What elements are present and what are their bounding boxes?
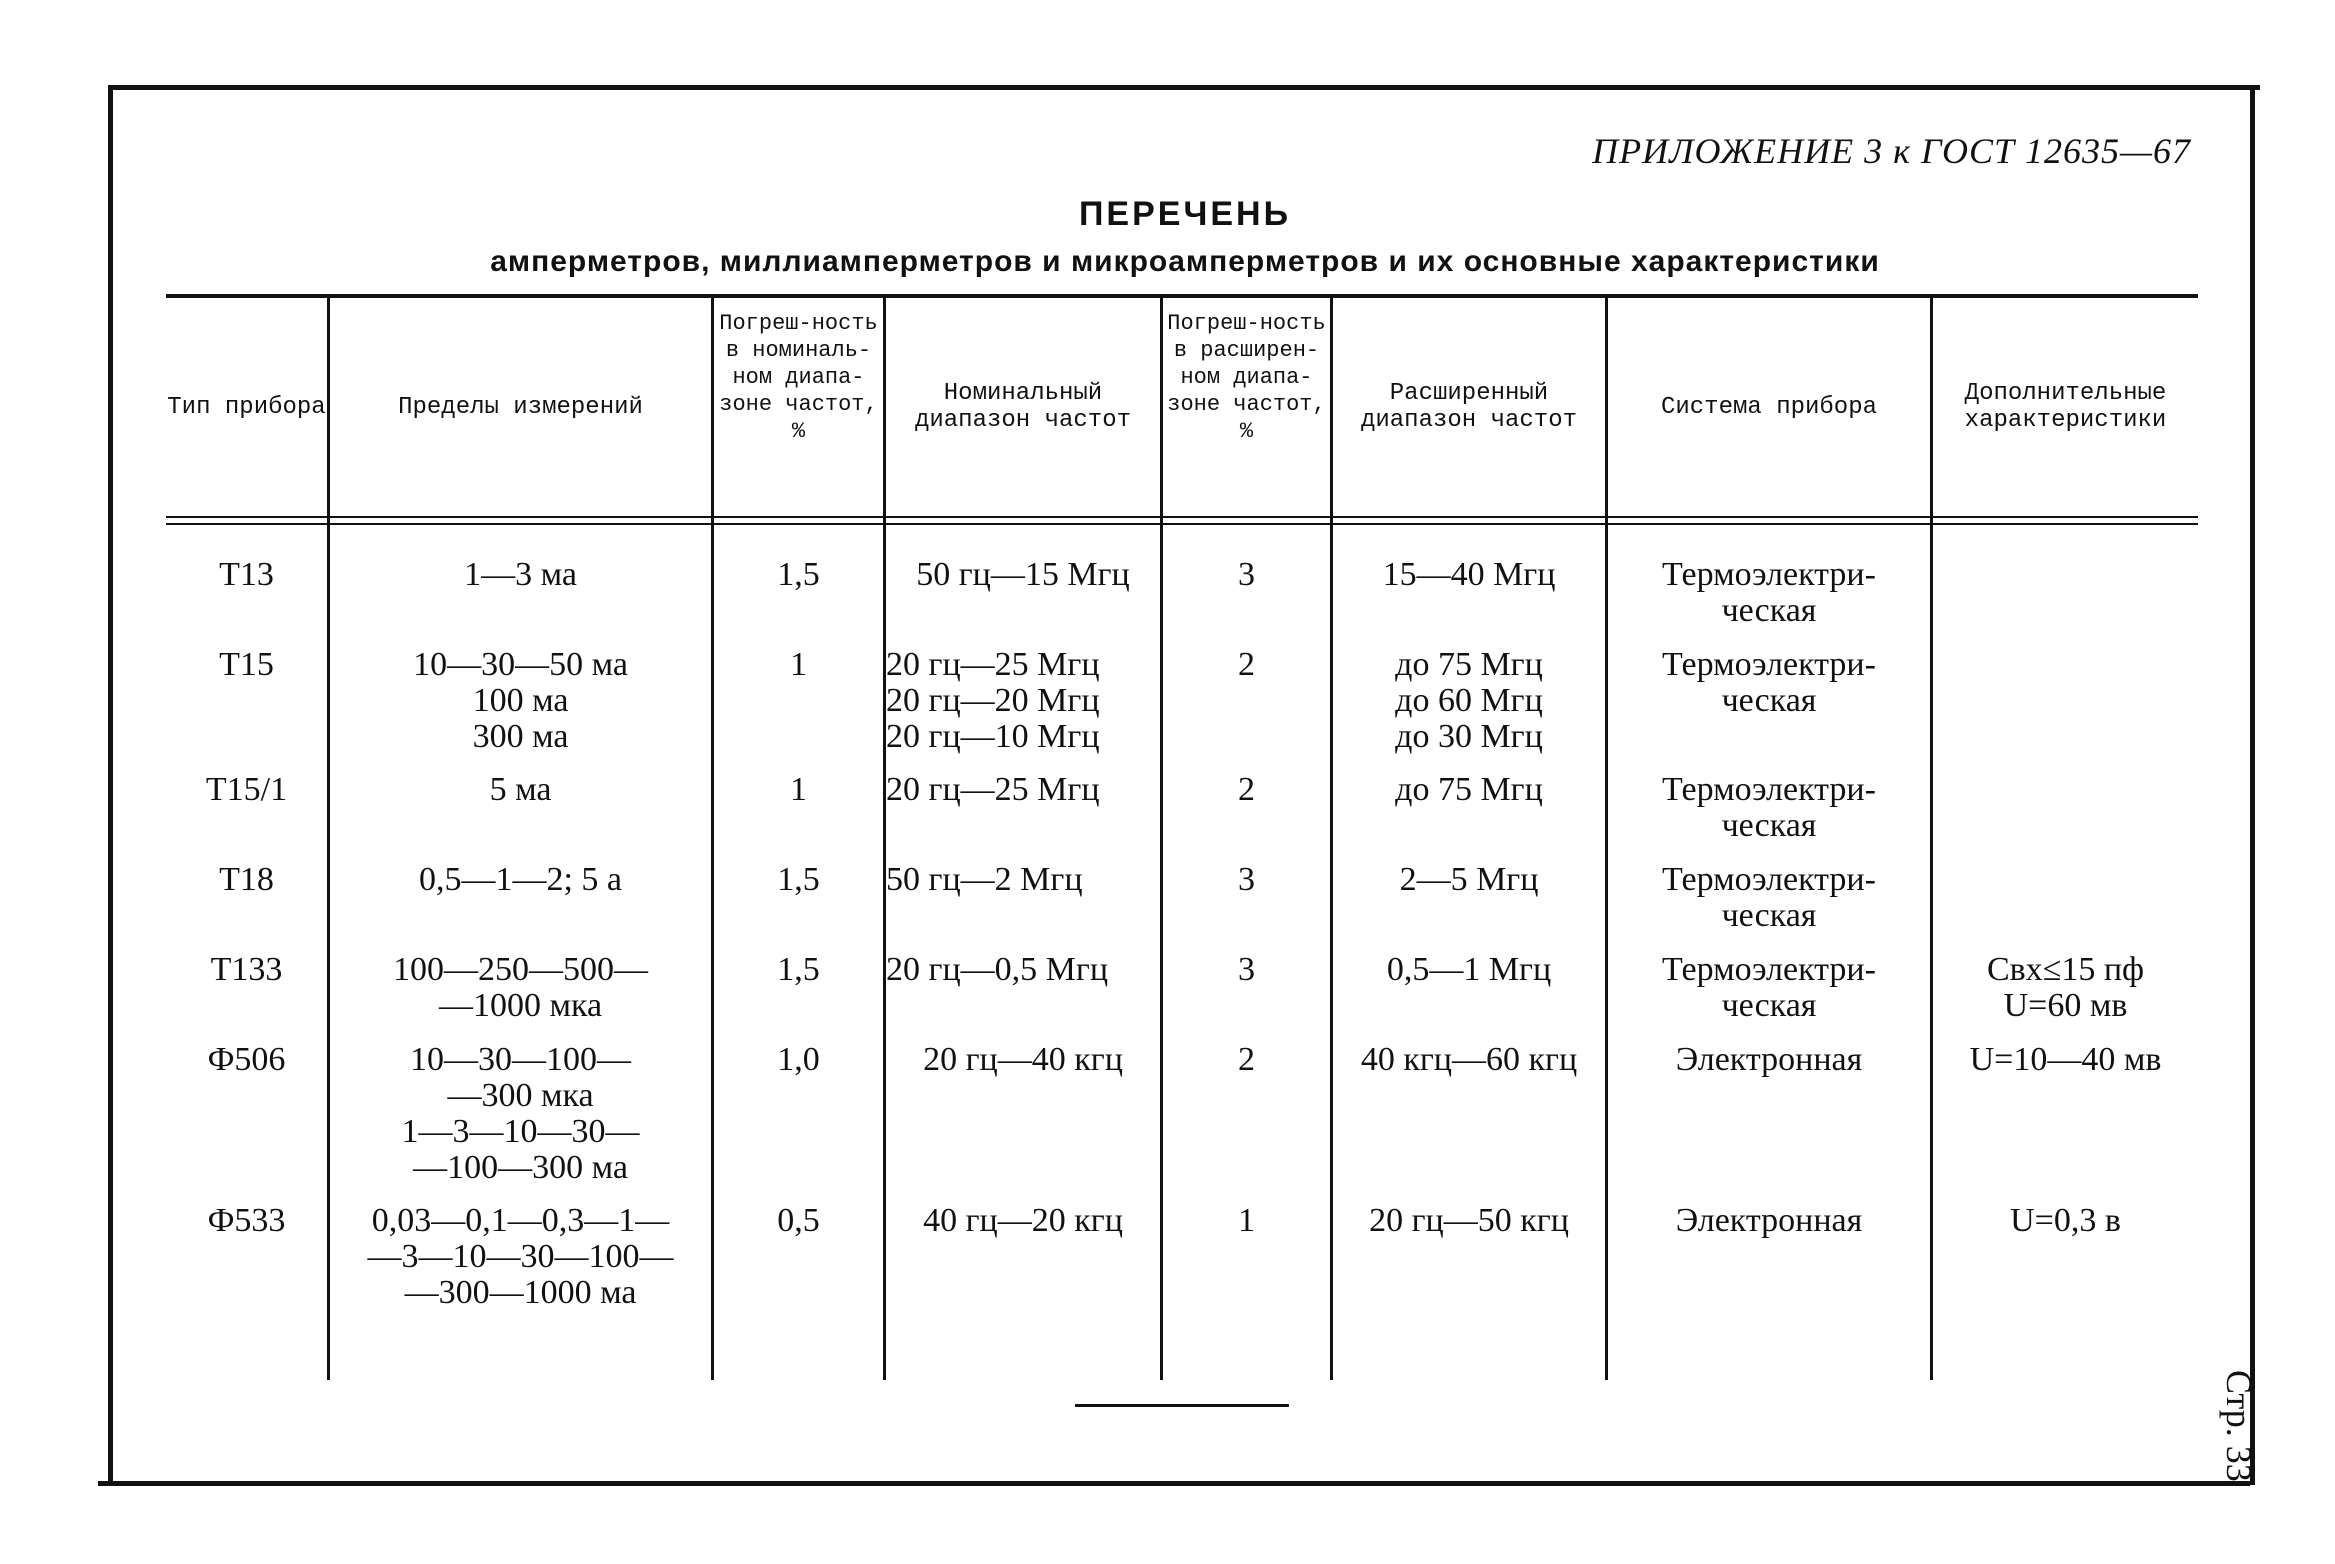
end-of-table-rule — [1075, 1404, 1289, 1407]
table-cell-extended-range: до 75 Мгц — [1395, 771, 1543, 808]
table-top-rule — [166, 294, 2198, 298]
table-cell-extended-range: до 75 Мгц до 60 Мгц до 30 Мгц — [1395, 646, 1543, 755]
header-additional-characteristics: Дополнительные характеристики — [1964, 380, 2167, 434]
table-cell-extended-error: 2 — [1238, 771, 1255, 808]
header-separator-rule-1 — [166, 516, 2198, 518]
frame-top-border — [108, 85, 2260, 90]
table-cell-extra: U=0,3 в — [2010, 1202, 2121, 1239]
frame-bottom-border — [98, 1481, 2250, 1486]
table-cell-limits: 5 ма — [489, 771, 552, 808]
table-cell-system: Термоэлектри- ческая — [1662, 771, 1876, 844]
table-cell-type: Т13 — [219, 556, 274, 593]
table-cell-limits: 1—3 ма — [464, 556, 577, 593]
table-cell-extended-error: 3 — [1238, 861, 1255, 898]
table-cell-nominal-range: 20 гц—0,5 Мгц — [886, 951, 1109, 988]
table-cell-system: Термоэлектри- ческая — [1662, 861, 1876, 934]
table-cell-nominal-error: 1,0 — [777, 1041, 820, 1078]
appendix-reference: ПРИЛОЖЕНИЕ 3 к ГОСТ 12635—67 — [1592, 131, 2191, 171]
table-cell-extra: U=10—40 мв — [1969, 1041, 2162, 1078]
table-cell-nominal-error: 1,5 — [777, 861, 820, 898]
table-cell-extended-error: 3 — [1238, 951, 1255, 988]
table-cell-extended-error: 3 — [1238, 556, 1255, 593]
table-cell-extended-error: 2 — [1238, 646, 1255, 683]
table-cell-system: Электронная — [1675, 1202, 1863, 1239]
header-extended-frequency-range: Расширенный диапазон частот — [1360, 380, 1578, 434]
table-cell-limits: 10—30—100— —300 мка 1—3—10—30— —100—300 ма — [401, 1041, 640, 1186]
table-cell-extended-range: 40 кгц—60 кгц — [1360, 1041, 1578, 1078]
header-nominal-error: Погреш-ность в номиналь-ном диапа-зоне частот, % — [719, 311, 878, 444]
frame-right-border — [2250, 85, 2255, 1485]
table-cell-limits: 0,03—0,1—0,3—1— —3—10—30—100— —300—1000 ма — [367, 1202, 674, 1311]
document-subtitle: амперметров, миллиамперметров и микроамперметров и их основные характеристики — [490, 245, 1880, 278]
header-device-type: Тип прибора — [167, 393, 326, 421]
document-title: ПЕРЕЧЕНЬ — [1078, 195, 1292, 233]
table-cell-nominal-error: 1 — [790, 771, 807, 808]
table-cell-type: Ф533 — [207, 1202, 286, 1239]
table-cell-nominal-error: 1,5 — [777, 951, 820, 988]
table-cell-type: Т15 — [219, 646, 274, 683]
table-cell-nominal-range: 20 гц—40 кгц — [923, 1041, 1123, 1078]
table-cell-nominal-range: 50 гц—2 Мгц — [886, 861, 1083, 898]
table-cell-type: Ф506 — [207, 1041, 286, 1078]
table-cell-extended-range: 2—5 Мгц — [1399, 861, 1539, 898]
table-cell-extra: Cвх≤15 пф U=60 мв — [1986, 951, 2145, 1024]
table-cell-nominal-range: 20 гц—25 Мгц 20 гц—20 Мгц 20 гц—10 Мгц — [886, 646, 1100, 755]
table-cell-nominal-error: 1 — [790, 646, 807, 683]
table-cell-extended-error: 2 — [1238, 1041, 1255, 1078]
header-measurement-limits: Пределы измерений — [398, 393, 643, 421]
table-cell-extended-error: 1 — [1238, 1202, 1255, 1239]
table-cell-nominal-error: 0,5 — [777, 1202, 820, 1239]
table-cell-extended-range: 0,5—1 Мгц — [1386, 951, 1552, 988]
table-cell-system: Термоэлектри- ческая — [1662, 646, 1876, 719]
table-cell-type: Т18 — [219, 861, 274, 898]
table-cell-nominal-range: 40 гц—20 кгц — [923, 1202, 1123, 1239]
table-cell-system: Термоэлектри- ческая — [1662, 556, 1876, 629]
table-cell-extended-range: 15—40 Мгц — [1382, 556, 1556, 593]
frame-left-border — [108, 88, 113, 1484]
table-cell-nominal-range: 50 гц—15 Мгц — [916, 556, 1130, 593]
table-cell-system: Электронная — [1675, 1041, 1863, 1078]
table-cell-nominal-error: 1,5 — [777, 556, 820, 593]
header-extended-error: Погреш-ность в расширен-ном диапа-зоне частот, % — [1167, 311, 1326, 444]
table-cell-system: Термоэлектри- ческая — [1662, 951, 1876, 1024]
table-cell-limits: 10—30—50 ма 100 ма 300 ма — [413, 646, 628, 755]
table-cell-nominal-range: 20 гц—25 Мгц — [886, 771, 1100, 808]
page-number: Стр. 33 — [2219, 1370, 2259, 1482]
header-separator-rule-2 — [166, 523, 2198, 525]
header-device-system: Система прибора — [1660, 393, 1878, 421]
table-cell-extended-range: 20 гц—50 кгц — [1369, 1202, 1569, 1239]
table-cell-limits: 0,5—1—2; 5 а — [418, 861, 623, 898]
header-nominal-frequency-range: Номинальный диапазон частот — [914, 380, 1132, 434]
table-cell-limits: 100—250—500— —1000 мка — [393, 951, 648, 1024]
table-cell-type: Т15/1 — [205, 771, 288, 808]
table-cell-type: Т133 — [210, 951, 283, 988]
